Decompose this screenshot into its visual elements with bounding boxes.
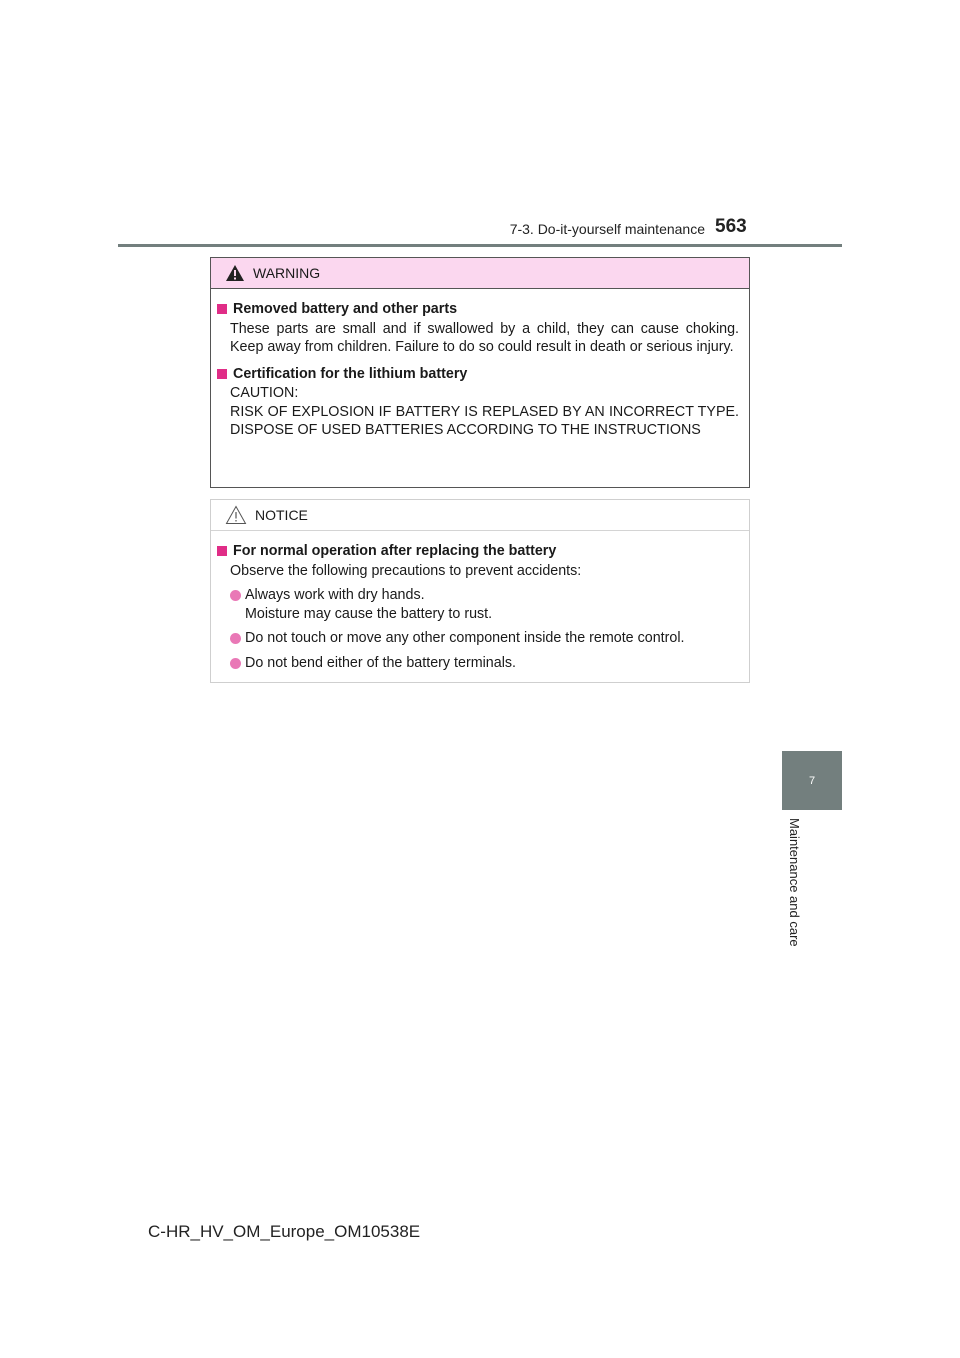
square-bullet-icon bbox=[217, 304, 227, 314]
notice-header bbox=[211, 500, 749, 531]
notice-heading: For normal operation after replacing the battery bbox=[233, 543, 557, 559]
warning-item bbox=[217, 365, 739, 440]
notice-box bbox=[210, 499, 750, 683]
chapter-number: 7 bbox=[808, 774, 816, 787]
bullet-text: Do not touch or move any other component inside the remote control. bbox=[245, 630, 685, 646]
circle-bullet-icon bbox=[230, 633, 241, 644]
bullet-text: Always work with dry hands. bbox=[245, 587, 425, 603]
notice-label: NOTICE bbox=[255, 507, 308, 523]
square-bullet-icon bbox=[217, 546, 227, 556]
warning-header bbox=[211, 258, 749, 289]
notice-triangle-icon bbox=[225, 505, 247, 525]
chapter-tab bbox=[782, 751, 842, 810]
warning-item-text: These parts are small and if swallowed by a child, they can cause choking. Keep away from children. Failure to do so could result in death or serious injury. bbox=[230, 320, 739, 355]
chapter-title: Maintenance and care bbox=[787, 818, 802, 947]
list-item bbox=[217, 629, 739, 648]
warning-item-text: CAUTION: bbox=[230, 385, 299, 401]
warning-item bbox=[217, 300, 739, 357]
circle-bullet-icon bbox=[230, 590, 241, 601]
warning-box bbox=[210, 257, 750, 488]
bullet-text: Do not bend either of the battery terminals. bbox=[245, 654, 516, 671]
section-title: 7-3. Do-it-yourself maintenance bbox=[509, 221, 705, 237]
square-bullet-icon bbox=[217, 369, 227, 379]
bullet-text: Moisture may cause the battery to rust. bbox=[245, 605, 493, 622]
notice-intro: Observe the following precautions to prevent accidents: bbox=[230, 562, 582, 579]
warning-item-heading: Certification for the lithium battery bbox=[233, 365, 468, 382]
warning-triangle-icon bbox=[225, 264, 245, 282]
warning-label: WARNING bbox=[253, 265, 321, 281]
circle-bullet-icon bbox=[230, 658, 241, 669]
warning-item-heading: Removed battery and other parts bbox=[233, 301, 458, 317]
page-number: 563 bbox=[715, 216, 747, 237]
list-item bbox=[217, 654, 739, 673]
document-id: C-HR_HV_OM_Europe_OM10538E bbox=[148, 1222, 421, 1241]
warning-item-text: RISK OF EXPLOSION IF BATTERY IS REPLASED BY AN INCORRECT TYPE. DISPOSE OF USED BATTERIES ACCORDING TO THE INSTRUCTIONS bbox=[230, 403, 739, 438]
list-item bbox=[217, 586, 739, 623]
header-divider bbox=[118, 244, 842, 247]
